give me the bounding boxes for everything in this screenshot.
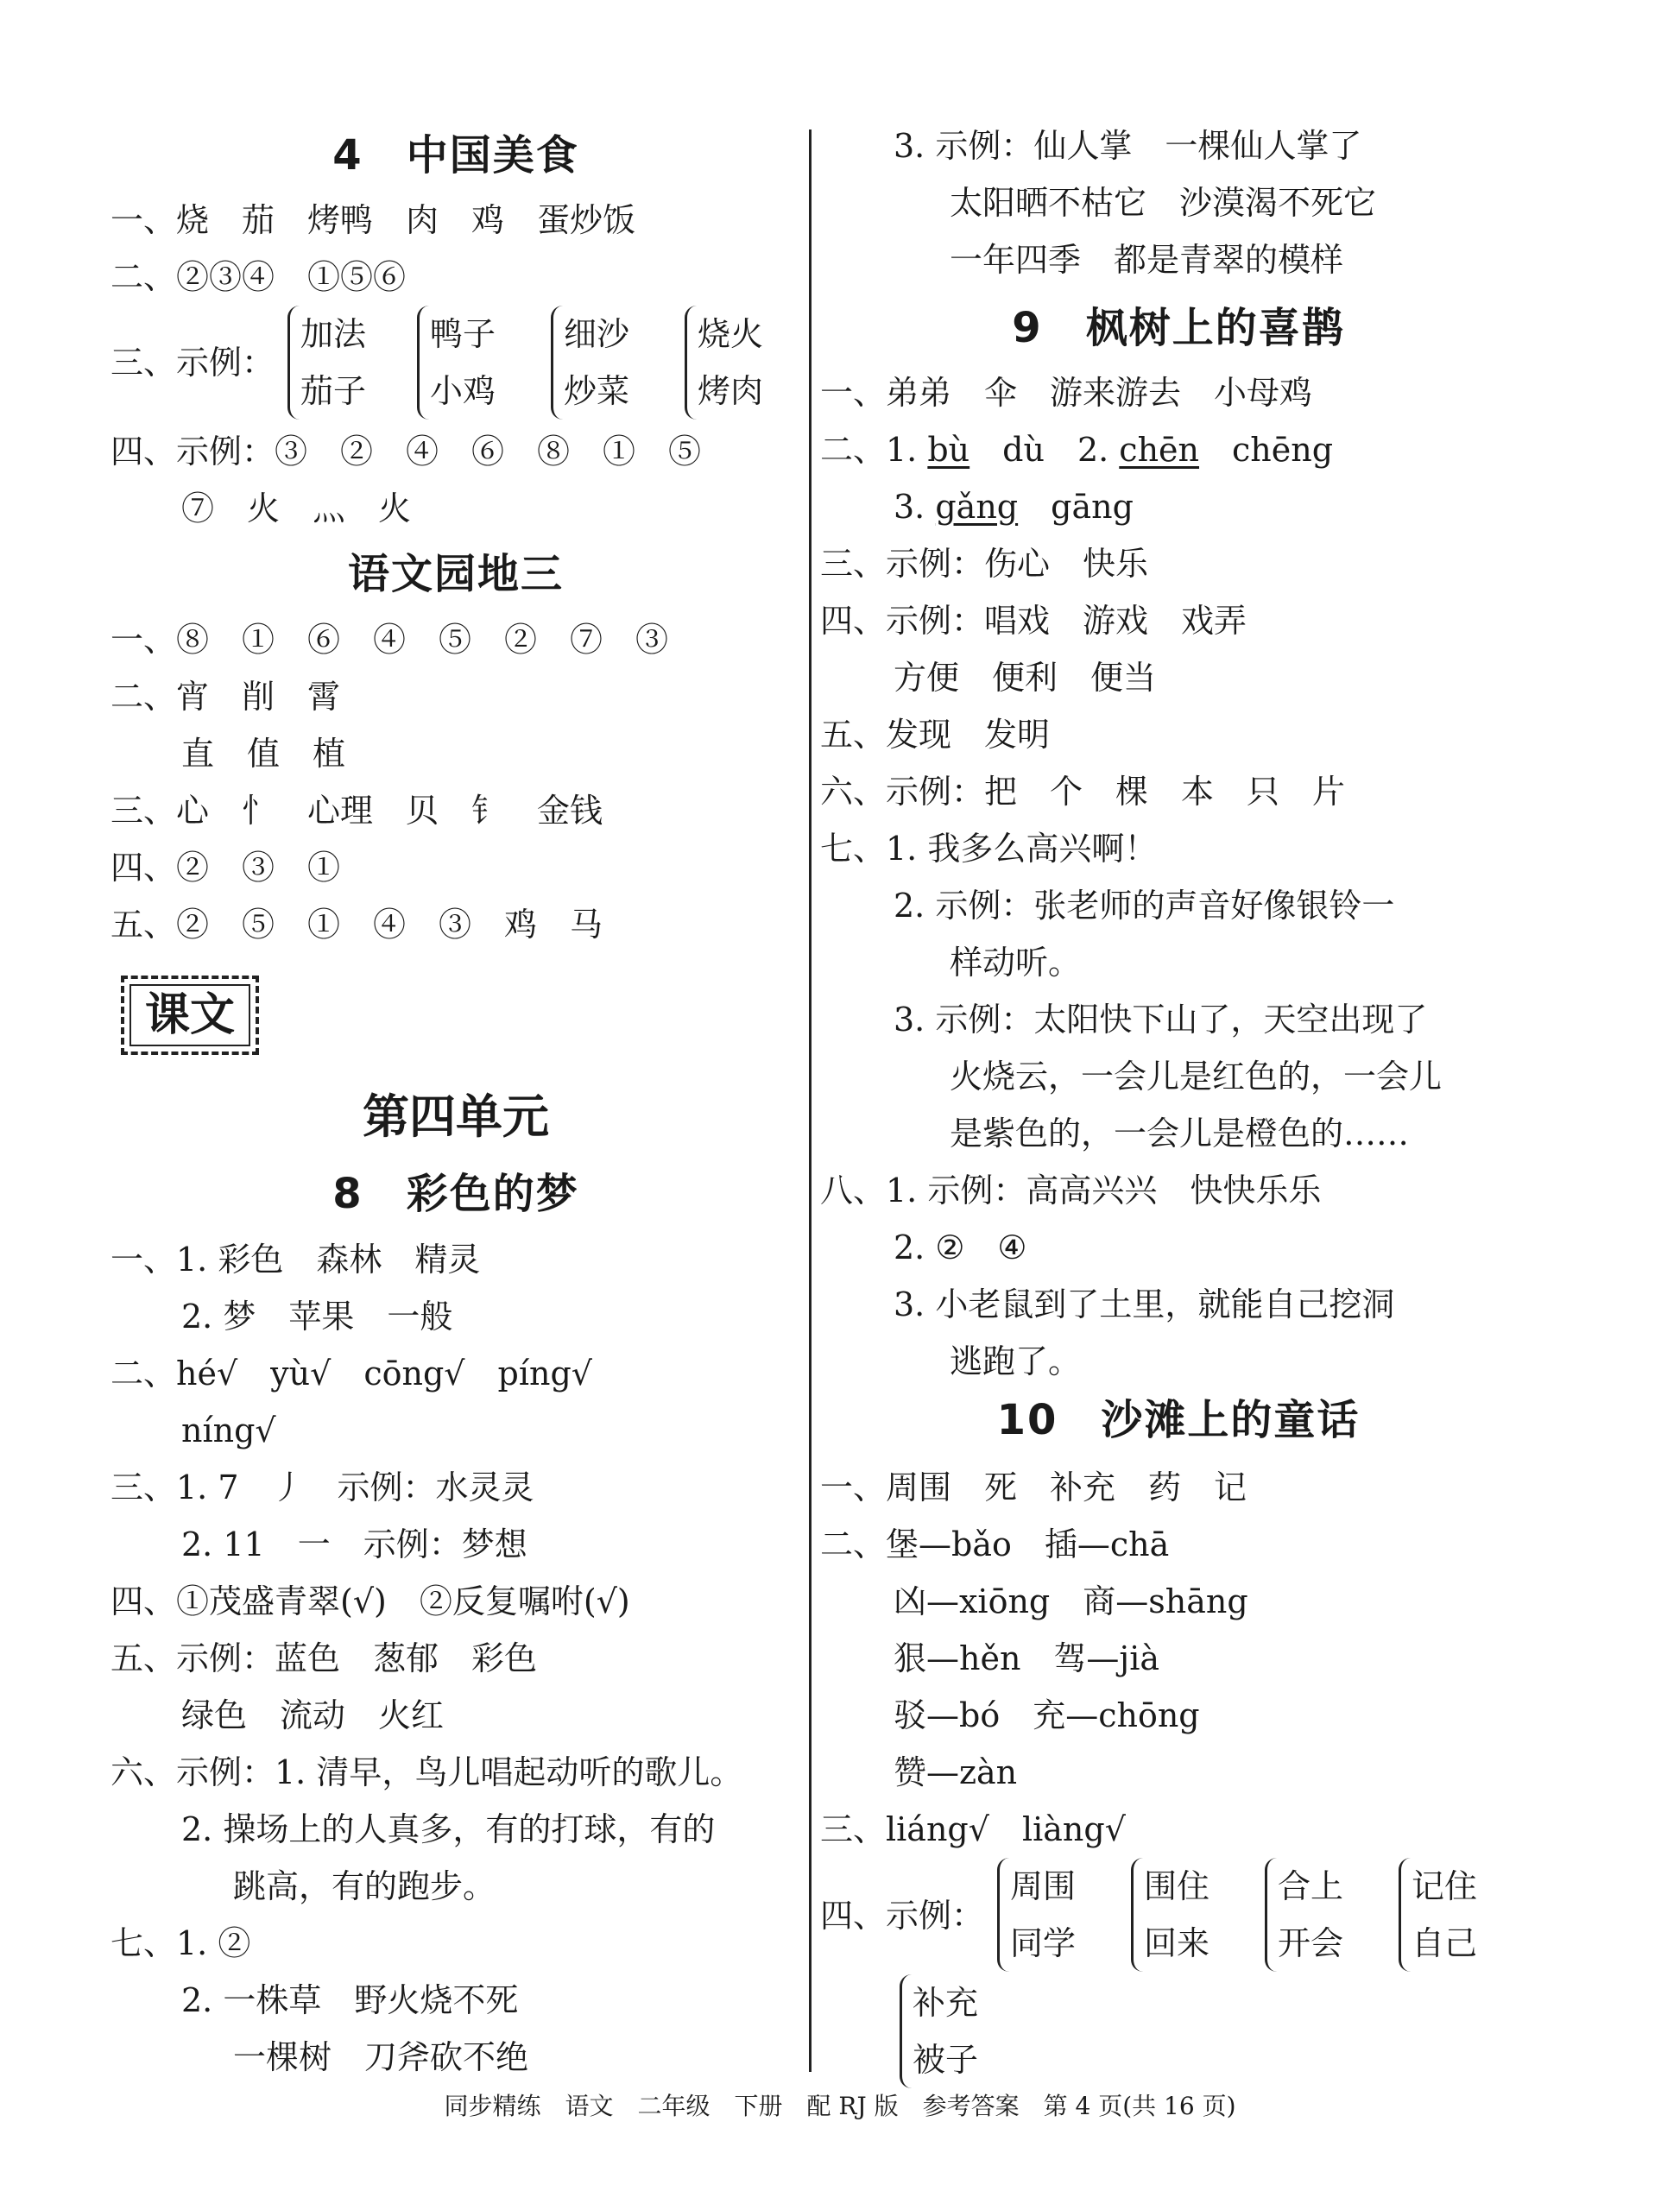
answer-line: 三、liáng√ liàng√	[820, 1810, 1126, 1848]
answer-line: 七、1. ②	[111, 1924, 251, 1962]
answer-line: ⑦ 火 灬 火	[181, 489, 412, 527]
answer-line: 三、1. 7 丿 示例：水灵灵	[111, 1468, 534, 1506]
word-group	[287, 306, 366, 420]
word-groups	[900, 1974, 1072, 2088]
answer-line: 一、弟弟 伞 游来游去 小母鸡	[820, 374, 1313, 412]
answer-line: 八、1. 示例：高高兴兴 快快乐乐	[820, 1171, 1322, 1209]
answer-line: 2. 一株草 野火烧不死	[181, 1981, 519, 2019]
word-group	[685, 306, 763, 420]
section-title-9: 9 枫树上的喜鹊	[1012, 304, 1345, 352]
word: 烤肉	[698, 372, 764, 410]
word: 补充	[913, 1984, 979, 2022]
lesson-badge: 课文	[121, 976, 259, 1055]
word-group	[551, 306, 629, 420]
answer-line: 三、心 忄 心理 贝 钅 金钱	[111, 792, 603, 830]
word: 炒菜	[564, 372, 630, 410]
answer-line: 三、示例：	[111, 344, 275, 382]
answer-line: 一年四季 都是青翠的模样	[950, 241, 1344, 279]
answer-line: 凶—xiōng 商—shāng	[894, 1582, 1248, 1620]
word: 开会	[1278, 1924, 1344, 1962]
answer-line: 逃跑了。	[950, 1342, 1082, 1380]
underlined-pinyin: bù	[927, 431, 970, 469]
answer-line: 2. ② ④	[894, 1228, 1027, 1266]
word: 茄子	[300, 372, 367, 410]
answer-line: 四、示例：唱戏 游戏 戏弄	[820, 602, 1247, 640]
answer-line: 一、烧 茄 烤鸭 肉 鸡 蛋炒饭	[111, 201, 636, 239]
answer-line: 七、1. 我多么高兴啊！	[820, 830, 1158, 868]
word-group	[1265, 1858, 1343, 1972]
answer-line	[820, 421, 1333, 478]
answer-line: 二、hé√ yù√ cōng√ píng√	[111, 1355, 592, 1392]
word: 合上	[1278, 1867, 1344, 1905]
answer-line: 3. 示例：仙人掌 一棵仙人掌了	[894, 127, 1362, 165]
answer-line: 六、示例：把 个 棵 本 只 片	[820, 773, 1346, 811]
text: dù 2.	[969, 431, 1120, 469]
answer-line: 六、示例：1. 清早，鸟儿唱起动听的歌儿。	[111, 1753, 743, 1791]
underlined-pinyin: chēn	[1119, 431, 1200, 469]
answer-line: 四、示例：	[820, 1897, 985, 1935]
answer-line: 五、发现 发明	[820, 716, 1051, 754]
answer-line: 是紫色的，一会儿是橙色的……	[950, 1115, 1410, 1153]
answer-line: 一、1. 彩色 森林 精灵	[111, 1241, 481, 1279]
answer-line: 一、⑧ ① ⑥ ④ ⑤ ② ⑦ ③	[111, 621, 669, 659]
underlined-pinyin: gǎng	[935, 488, 1019, 526]
word: 细沙	[564, 315, 630, 353]
answer-line: 太阳晒不枯它 沙漠渴不死它	[950, 184, 1377, 222]
answer-line: 跳高，有的跑步。	[233, 1867, 496, 1905]
word-group	[1131, 1858, 1209, 1972]
answer-line: 赞—zàn	[894, 1753, 1018, 1791]
page-footer: 同步精练 语文 二年级 下册 配 RJ 版 参考答案 第 4 页(共 16 页)	[444, 2092, 1236, 2120]
word-group	[900, 1974, 978, 2088]
text: chēng	[1199, 431, 1334, 469]
answer-line: 五、② ⑤ ① ④ ③ 鸡 马	[111, 906, 603, 944]
word: 鸭子	[430, 315, 496, 353]
word: 周围	[1010, 1867, 1077, 1905]
section-title-8: 8 彩色的梦	[332, 1170, 579, 1218]
answer-line: 二、②③④ ①⑤⑥	[111, 258, 407, 296]
answer-line: 狠—hěn 驾—jià	[894, 1639, 1160, 1677]
answer-line: 二、堡—bǎo 插—chā	[820, 1525, 1170, 1563]
answer-line: 2. 11 一 示例：梦想	[181, 1525, 527, 1563]
word-group	[997, 1858, 1076, 1972]
answer-line: 绿色 流动 火红	[181, 1696, 445, 1734]
section-title-10: 10 沙滩上的童话	[996, 1396, 1361, 1444]
text: 二、1.	[820, 431, 928, 469]
answer-line: 一、周围 死 补充 药 记	[820, 1468, 1247, 1506]
word-group	[417, 306, 496, 420]
word: 自己	[1412, 1924, 1478, 1962]
answer-line: 直 值 植	[181, 735, 346, 773]
unit-title: 第四单元	[363, 1089, 549, 1144]
answer-line	[894, 478, 1134, 535]
answer-line: 驳—bó 充—chōng	[894, 1696, 1200, 1734]
word: 小鸡	[430, 372, 496, 410]
answer-line: 3. 小老鼠到了土里，就能自己挖洞	[894, 1285, 1395, 1323]
section-title-yuwen: 语文园地三	[347, 550, 564, 598]
word: 同学	[1010, 1924, 1077, 1962]
text: gāng	[1018, 488, 1134, 526]
answer-line: 2. 操场上的人真多，有的打球，有的	[181, 1810, 716, 1848]
column-divider	[809, 129, 812, 2072]
answer-line: 三、示例：伤心 快乐	[820, 545, 1149, 583]
answer-line: 3. 示例：太阳快下山了，天空出现了	[894, 1001, 1428, 1039]
answer-line: 四、①茂盛青翠(√) ②反复嘱咐(√)	[111, 1582, 630, 1620]
word-groups	[997, 1858, 1532, 1972]
text: 3.	[894, 488, 936, 526]
answer-line: 一棵树 刀斧砍不绝	[233, 2038, 529, 2076]
answer-line: 火烧云，一会儿是红色的，一会儿	[950, 1058, 1443, 1096]
answer-line: 四、② ③ ①	[111, 849, 341, 887]
answer-line: 四、示例：③ ② ④ ⑥ ⑧ ① ⑤	[111, 433, 702, 470]
word-groups	[287, 306, 805, 420]
word: 记住	[1412, 1867, 1478, 1905]
answer-line: 二、宵 削 霄	[111, 678, 341, 716]
answer-line: 样动听。	[950, 944, 1082, 982]
answer-line: 2. 示例：张老师的声音好像银铃一	[894, 887, 1395, 925]
answer-line: 方便 便利 便当	[894, 659, 1157, 697]
word-group	[1399, 1858, 1477, 1972]
word: 回来	[1144, 1924, 1210, 1962]
word: 加法	[300, 315, 367, 353]
section-title-4: 4 中国美食	[332, 131, 579, 180]
answer-line: 五、示例：蓝色 葱郁 彩色	[111, 1639, 538, 1677]
word: 围住	[1144, 1867, 1210, 1905]
answer-line: 2. 梦 苹果 一般	[181, 1298, 453, 1336]
word: 被子	[913, 2041, 979, 2079]
answer-line: níng√	[181, 1411, 276, 1449]
word: 烧火	[698, 315, 764, 353]
